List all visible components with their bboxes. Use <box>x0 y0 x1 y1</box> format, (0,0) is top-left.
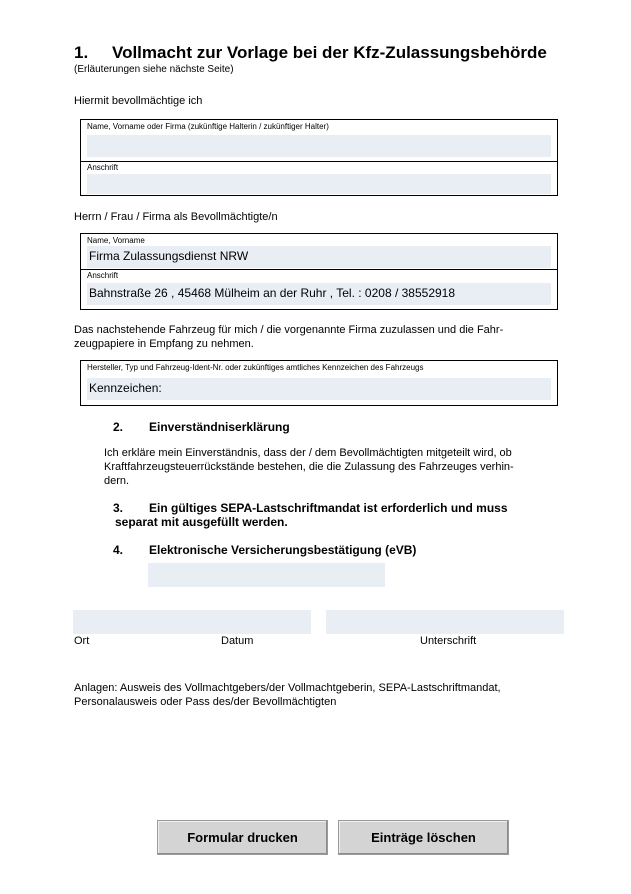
vehicle-label: Hersteller, Typ und Fahrzeug-Ident-Nr. oder zukünftiges amtliches Kennzeichen des Fahrzeugs <box>87 363 424 372</box>
agent-divider <box>81 269 557 270</box>
section-4-title: Elektronische Versicherungsbestätigung (eVB) <box>149 543 417 557</box>
holder-address-label: Anschrift <box>87 163 119 172</box>
section-2-line-3: dern. <box>104 475 130 487</box>
section-2-number: 2. <box>113 420 124 434</box>
ort-label: Ort <box>74 635 90 647</box>
agent-address-field[interactable]: Bahnstraße 26 , 45468 Mülheim an der Ruhr , Tel. : 0208 / 38552918 <box>87 283 551 305</box>
section-4-heading <box>113 543 416 557</box>
agent-intro-text: Herrn / Frau / Firma als Bevollmächtigte/n <box>74 211 278 223</box>
holder-box <box>80 119 558 196</box>
purpose-line-2: zeugpapiere in Empfang zu nehmen. <box>74 338 254 350</box>
attachments-line-2: Personalausweis oder Pass des/der Bevollmächtigten <box>74 696 337 708</box>
attachments-line-1: Anlagen: Ausweis des Vollmachtgebers/der Vollmachtgeberin, SEPA-Lastschriftmandat, <box>74 682 501 694</box>
intro-text: Hiermit bevollmächtige ich <box>74 95 203 107</box>
clear-entries-button[interactable]: Einträge löschen <box>338 820 509 855</box>
section-2-title: Einverständniserklärung <box>149 420 290 434</box>
section-3-line-1: Ein gültiges SEPA-Lastschriftmandat ist erforderlich und muss <box>149 501 508 515</box>
section-2-line-1: Ich erkläre mein Einverständnis, dass der / dem Bevollmächtigten mitgeteilt wird, ob <box>104 447 512 459</box>
evb-field[interactable] <box>148 563 385 587</box>
holder-address-field[interactable] <box>87 174 551 194</box>
section-3-line-2: separat mit ausgefüllt werden. <box>115 515 288 529</box>
holder-name-field[interactable] <box>87 135 551 157</box>
heading-note: (Erläuterungen siehe nächste Seite) <box>74 64 234 75</box>
attachments-text <box>74 681 501 709</box>
datum-label: Datum <box>221 635 254 647</box>
ort-datum-field[interactable] <box>73 610 311 634</box>
purpose-text <box>74 323 503 351</box>
holder-name-label: Name, Vorname oder Firma (zukünftige Halterin / zukünftiger Halter) <box>87 122 329 131</box>
heading-title: Vollmacht zur Vorlage bei der Kfz-Zulassungsbehörde <box>112 43 547 62</box>
agent-name-field[interactable]: Firma Zulassungsdienst NRW <box>87 246 551 268</box>
section-4-number: 4. <box>113 543 124 557</box>
agent-box <box>80 233 558 310</box>
unterschrift-label: Unterschrift <box>420 635 477 647</box>
signature-field[interactable] <box>326 610 564 634</box>
vehicle-box <box>80 360 558 406</box>
print-form-button[interactable]: Formular drucken <box>157 820 328 855</box>
heading-number: 1. <box>74 43 89 62</box>
section-2-line-2: Kraftfahrzeugsteuerrückstände bestehen, die die Zulassung des Fahrzeuges verhin- <box>104 461 514 473</box>
agent-address-label: Anschrift <box>87 271 119 280</box>
holder-divider <box>81 161 557 162</box>
section-3-number: 3. <box>113 501 124 515</box>
section-2-text <box>104 446 514 488</box>
page-title <box>74 43 547 63</box>
section-2-heading <box>113 420 290 434</box>
purpose-line-1: Das nachstehende Fahrzeug für mich / die vorgenannte Firma zuzulassen und die Fahr- <box>74 324 504 336</box>
agent-name-label: Name, Vorname <box>87 236 145 245</box>
vehicle-field[interactable]: Kennzeichen: <box>87 378 551 400</box>
section-3-heading <box>113 501 508 529</box>
